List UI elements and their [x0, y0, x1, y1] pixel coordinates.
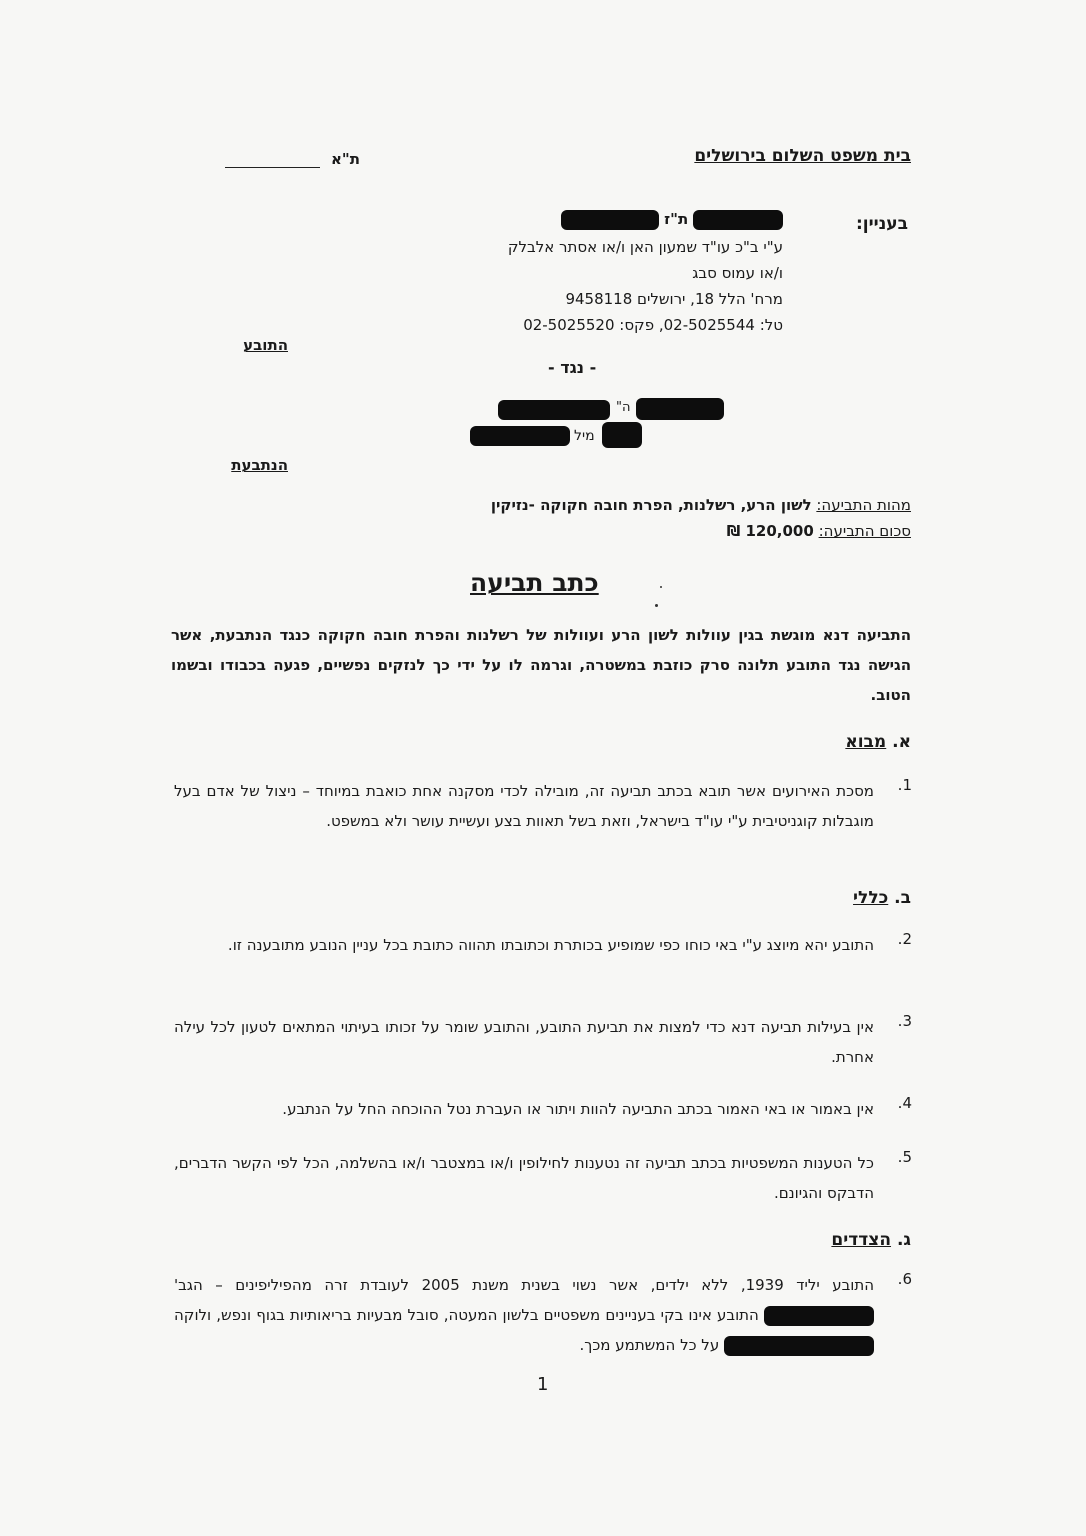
- section-title: כללי: [853, 888, 889, 908]
- court-name: בית משפט השלום בירושלים: [694, 146, 911, 166]
- document-title: כתב תביעה: [470, 568, 599, 597]
- section-heading-c: [831, 1230, 911, 1250]
- case-number-blank: [225, 153, 320, 168]
- list-item-3: [174, 1012, 912, 1072]
- item-number: 2.: [897, 930, 912, 948]
- redacted-block: [561, 210, 659, 230]
- list-item-1: [174, 776, 912, 836]
- item-text: אין באמור או באי האמור בכתב התביעה להוות ויתור או העברת נטל ההוכחה החל על הנתבע.: [282, 1100, 874, 1118]
- item-text: אין בעילות תביעה דנא כדי למצות את תביעת התובע, והתובע שומר על זכותו בעיתוי המתאים לטעון לכל עילה אחרת.: [174, 1018, 874, 1066]
- item-number: 3.: [897, 1012, 912, 1030]
- list-item-5: [174, 1148, 912, 1208]
- claim-amount-label: סכום התביעה:: [818, 522, 911, 540]
- plaintiff-role: התובע: [243, 336, 288, 354]
- redacted-block: [636, 398, 724, 420]
- section-letter: ב.: [894, 888, 911, 908]
- claim-info: [391, 492, 911, 544]
- item-number: 1.: [897, 776, 912, 794]
- list-item-4: [174, 1094, 912, 1124]
- redacted-block: [602, 422, 642, 448]
- case-number: [180, 150, 360, 168]
- redacted-block: [724, 1336, 874, 1356]
- plaintiff-details: [283, 206, 783, 338]
- item-text: מסכת האירועים אשר תובא בכתב תביעה זה, מובילה לכדי מסקנה אחת כואבת במיוחד – ניצול של אדם בעל מוגבלות קוגניטיבית ע"י עו"ד בישראל, וזאת בשל תאוות בצע ועשיית עושר ולא במשפט.: [174, 782, 874, 830]
- list-item-6: [174, 1270, 912, 1360]
- section-title: מבוא: [845, 732, 887, 752]
- redacted-block: [693, 210, 783, 230]
- section-letter: ג.: [896, 1230, 911, 1250]
- item-text-part: בגוף ונפש, ולוקה: [174, 1306, 285, 1324]
- item-text: התובע יהא מיוצג ע"י באי כוחו כפי שמופיע בכותרת וכתובתו תהווה כתובת בכל עניין הנובע מתובענה זו.: [227, 936, 874, 954]
- plaintiff-id-prefix: ת"ז: [664, 210, 689, 228]
- scan-speck: [660, 586, 662, 588]
- item-text-part: התובע אינו בקי בעניינים משפטיים בלשון המעטה, סובל מבעיות בריאותיות: [289, 1306, 759, 1324]
- list-item-2: [174, 930, 912, 960]
- claim-nature-line: [391, 492, 911, 518]
- section-letter: א.: [892, 732, 911, 752]
- defendant-line-2: [470, 422, 650, 450]
- plaintiff-counsel-2: ו/או עמוס סבג: [692, 264, 783, 282]
- item-number: 4.: [897, 1094, 912, 1112]
- plaintiff-contact: טל: 02-5025544, פקס: 02-5025520: [523, 316, 783, 334]
- defendant-fragment-2: מיל: [574, 428, 595, 444]
- claim-amount-value: 120,000 ₪: [726, 522, 814, 540]
- redacted-block: [764, 1306, 874, 1326]
- item-number: 6.: [897, 1270, 912, 1288]
- claim-amount-line: [391, 518, 911, 544]
- versus-label: - נגד -: [548, 358, 597, 377]
- item-text-part: על כל המשתמע מכך.: [579, 1336, 720, 1354]
- redacted-block: [498, 400, 610, 420]
- claim-nature-label: מהות התביעה:: [816, 496, 911, 514]
- page-number: 1: [537, 1374, 549, 1395]
- section-heading-a: [845, 732, 911, 752]
- section-title: הצדדים: [831, 1230, 892, 1250]
- redacted-block: [470, 426, 570, 446]
- claim-nature-value: לשון הרע, רשלנות, הפרת חובה חקוקה -נזיקין: [490, 496, 812, 514]
- plaintiff-counsel: ע"י ב"כ עו"ד שמעון האן ו/או אסתר אלבלק: [507, 238, 783, 256]
- defendant-role: הנתבעת: [231, 456, 288, 474]
- item-text: [174, 1270, 874, 1360]
- scan-speck: [655, 604, 658, 607]
- item-text-part: התובע יליד 1939, ללא ילדים, אשר נשוי בשנית משנת 2005 לעובדת זרה מהפיליפינים – הגב': [174, 1276, 874, 1294]
- plaintiff-name-line: [283, 206, 783, 234]
- plaintiff-address: מרח' הלל 18, ירושלים 9458118: [565, 290, 783, 308]
- item-text: כל הטענות המשפטיות בכתב תביעה זה נטענות לחילופין ו/או במצטבר ו/או בהשלמה, הכל לפי הקשר הדברים, הדבקס והגיונם.: [174, 1154, 874, 1202]
- section-heading-b: [853, 888, 911, 908]
- defendant-line-1: [498, 398, 726, 422]
- case-label: ת"א: [331, 150, 360, 168]
- regarding-label: בעניין:: [855, 214, 908, 234]
- defendant-fragment-1: ה": [616, 400, 631, 415]
- item-number: 5.: [897, 1148, 912, 1166]
- intro-paragraph: התביעה דנא מוגשת בגין עוולות לשון הרע ועוולות של רשלנות והפרת חובה חקוקה כנגד הנתבעת, אשר הגישה נגד התובע תלונה סרק כוזבת במשטרה, וגרמה לו על ידי כך לנזקים נפשיים, פגעה בכבודו ובשמו הטוב.: [171, 626, 911, 704]
